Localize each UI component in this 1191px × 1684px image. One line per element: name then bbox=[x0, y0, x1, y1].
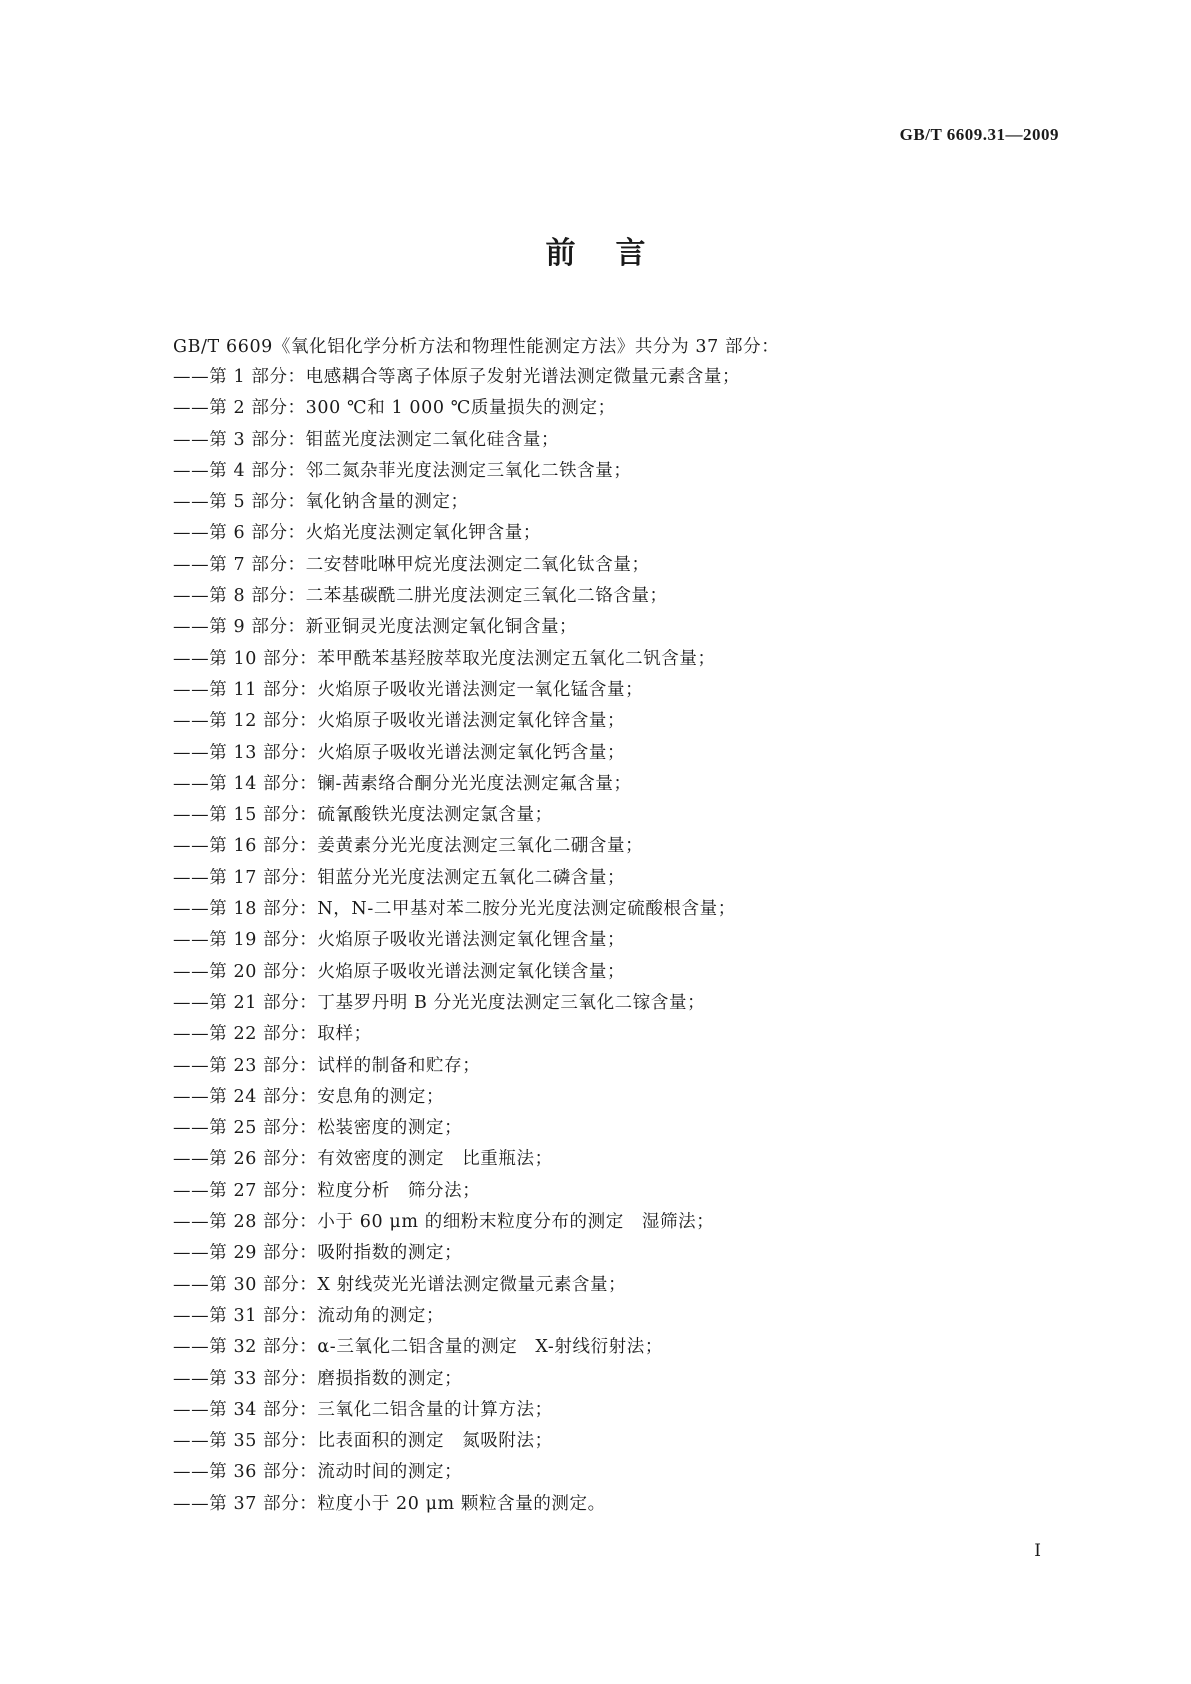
part-item: ——第 5 部分：氧化钠含量的测定； bbox=[173, 492, 469, 513]
part-item: ——第 33 部分：磨损指数的测定； bbox=[173, 1368, 463, 1389]
part-item: ——第 35 部分：比表面积的测定 氮吸附法； bbox=[173, 1431, 553, 1452]
part-item: ——第 12 部分：火焰原子吸收光谱法测定氧化锌含量； bbox=[173, 711, 626, 732]
part-item: ——第 8 部分：二苯基碳酰二肼光度法测定三氧化二铬含量； bbox=[173, 586, 668, 607]
part-item: ——第 22 部分：取样； bbox=[173, 1024, 372, 1045]
page-number: Ⅰ bbox=[1034, 1541, 1041, 1560]
part-item: ——第 30 部分：X 射线荧光光谱法测定微量元素含量； bbox=[173, 1274, 627, 1295]
part-item: ——第 25 部分：松装密度的测定； bbox=[173, 1118, 463, 1139]
part-item: ——第 18 部分：N，N-二甲基对苯二胺分光光度法测定硫酸根含量； bbox=[173, 899, 736, 920]
part-item: ——第 9 部分：新亚铜灵光度法测定氧化铜含量； bbox=[173, 617, 578, 638]
part-item: ——第 19 部分：火焰原子吸收光谱法测定氧化锂含量； bbox=[173, 930, 626, 951]
part-item: ——第 15 部分：硫氰酸铁光度法测定氯含量； bbox=[173, 805, 553, 826]
part-item: ——第 31 部分：流动角的测定； bbox=[173, 1305, 445, 1326]
part-item: ——第 34 部分：三氧化二铝含量的计算方法； bbox=[173, 1399, 553, 1420]
part-item: ——第 10 部分：苯甲酰苯基羟胺萃取光度法测定五氧化二钒含量； bbox=[173, 648, 716, 669]
part-item: ——第 13 部分：火焰原子吸收光谱法测定氧化钙含量； bbox=[173, 742, 626, 763]
part-item: ——第 32 部分：α-三氧化二铝含量的测定 X-射线衍射法； bbox=[173, 1337, 663, 1358]
part-item: ——第 37 部分：粒度小于 20 μm 颗粒含量的测定。 bbox=[173, 1493, 606, 1514]
part-item: ——第 11 部分：火焰原子吸收光谱法测定一氧化锰含量； bbox=[173, 679, 644, 700]
part-item: ——第 20 部分：火焰原子吸收光谱法测定氧化镁含量； bbox=[173, 961, 626, 982]
standard-number: GB/T 6609.31—2009 bbox=[899, 125, 1059, 144]
part-item: ——第 14 部分：镧-茜素络合酮分光光度法测定氟含量； bbox=[173, 773, 632, 794]
part-item: ——第 23 部分：试样的制备和贮存； bbox=[173, 1055, 481, 1076]
part-item: ——第 4 部分：邻二氮杂菲光度法测定三氧化二铁含量； bbox=[173, 460, 632, 481]
part-item: ——第 36 部分：流动时间的测定； bbox=[173, 1462, 463, 1483]
part-item: ——第 2 部分：300 ℃和 1 000 ℃质量损失的测定； bbox=[173, 398, 616, 419]
part-item: ——第 7 部分：二安替吡啉甲烷光度法测定二氧化钛含量； bbox=[173, 554, 650, 575]
part-item: ——第 6 部分：火焰光度法测定氧化钾含量； bbox=[173, 523, 541, 544]
parts-list bbox=[173, 362, 740, 1520]
intro-paragraph: GB/T 6609《氧化铝化学分析方法和物理性能测定方法》共分为 37 部分： bbox=[173, 337, 780, 357]
part-item: ——第 21 部分：丁基罗丹明 B 分光光度法测定三氧化二镓含量； bbox=[173, 992, 706, 1013]
part-item: ——第 29 部分：吸附指数的测定； bbox=[173, 1243, 463, 1264]
part-item: ——第 26 部分：有效密度的测定 比重瓶法； bbox=[173, 1149, 553, 1170]
part-item: ——第 16 部分：姜黄素分光光度法测定三氧化二硼含量； bbox=[173, 836, 644, 857]
part-item: ——第 17 部分：钼蓝分光光度法测定五氧化二磷含量； bbox=[173, 867, 626, 888]
part-item: ——第 27 部分：粒度分析 筛分法； bbox=[173, 1180, 481, 1201]
part-item: ——第 28 部分：小于 60 μm 的细粉末粒度分布的测定 湿筛法； bbox=[173, 1212, 715, 1233]
part-item: ——第 1 部分：电感耦合等离子体原子发射光谱法测定微量元素含量； bbox=[173, 367, 741, 387]
page-title: 前言 bbox=[545, 236, 686, 271]
part-item: ——第 24 部分：安息角的测定； bbox=[173, 1086, 445, 1107]
part-item: ——第 3 部分：钼蓝光度法测定二氧化硅含量； bbox=[173, 429, 560, 450]
